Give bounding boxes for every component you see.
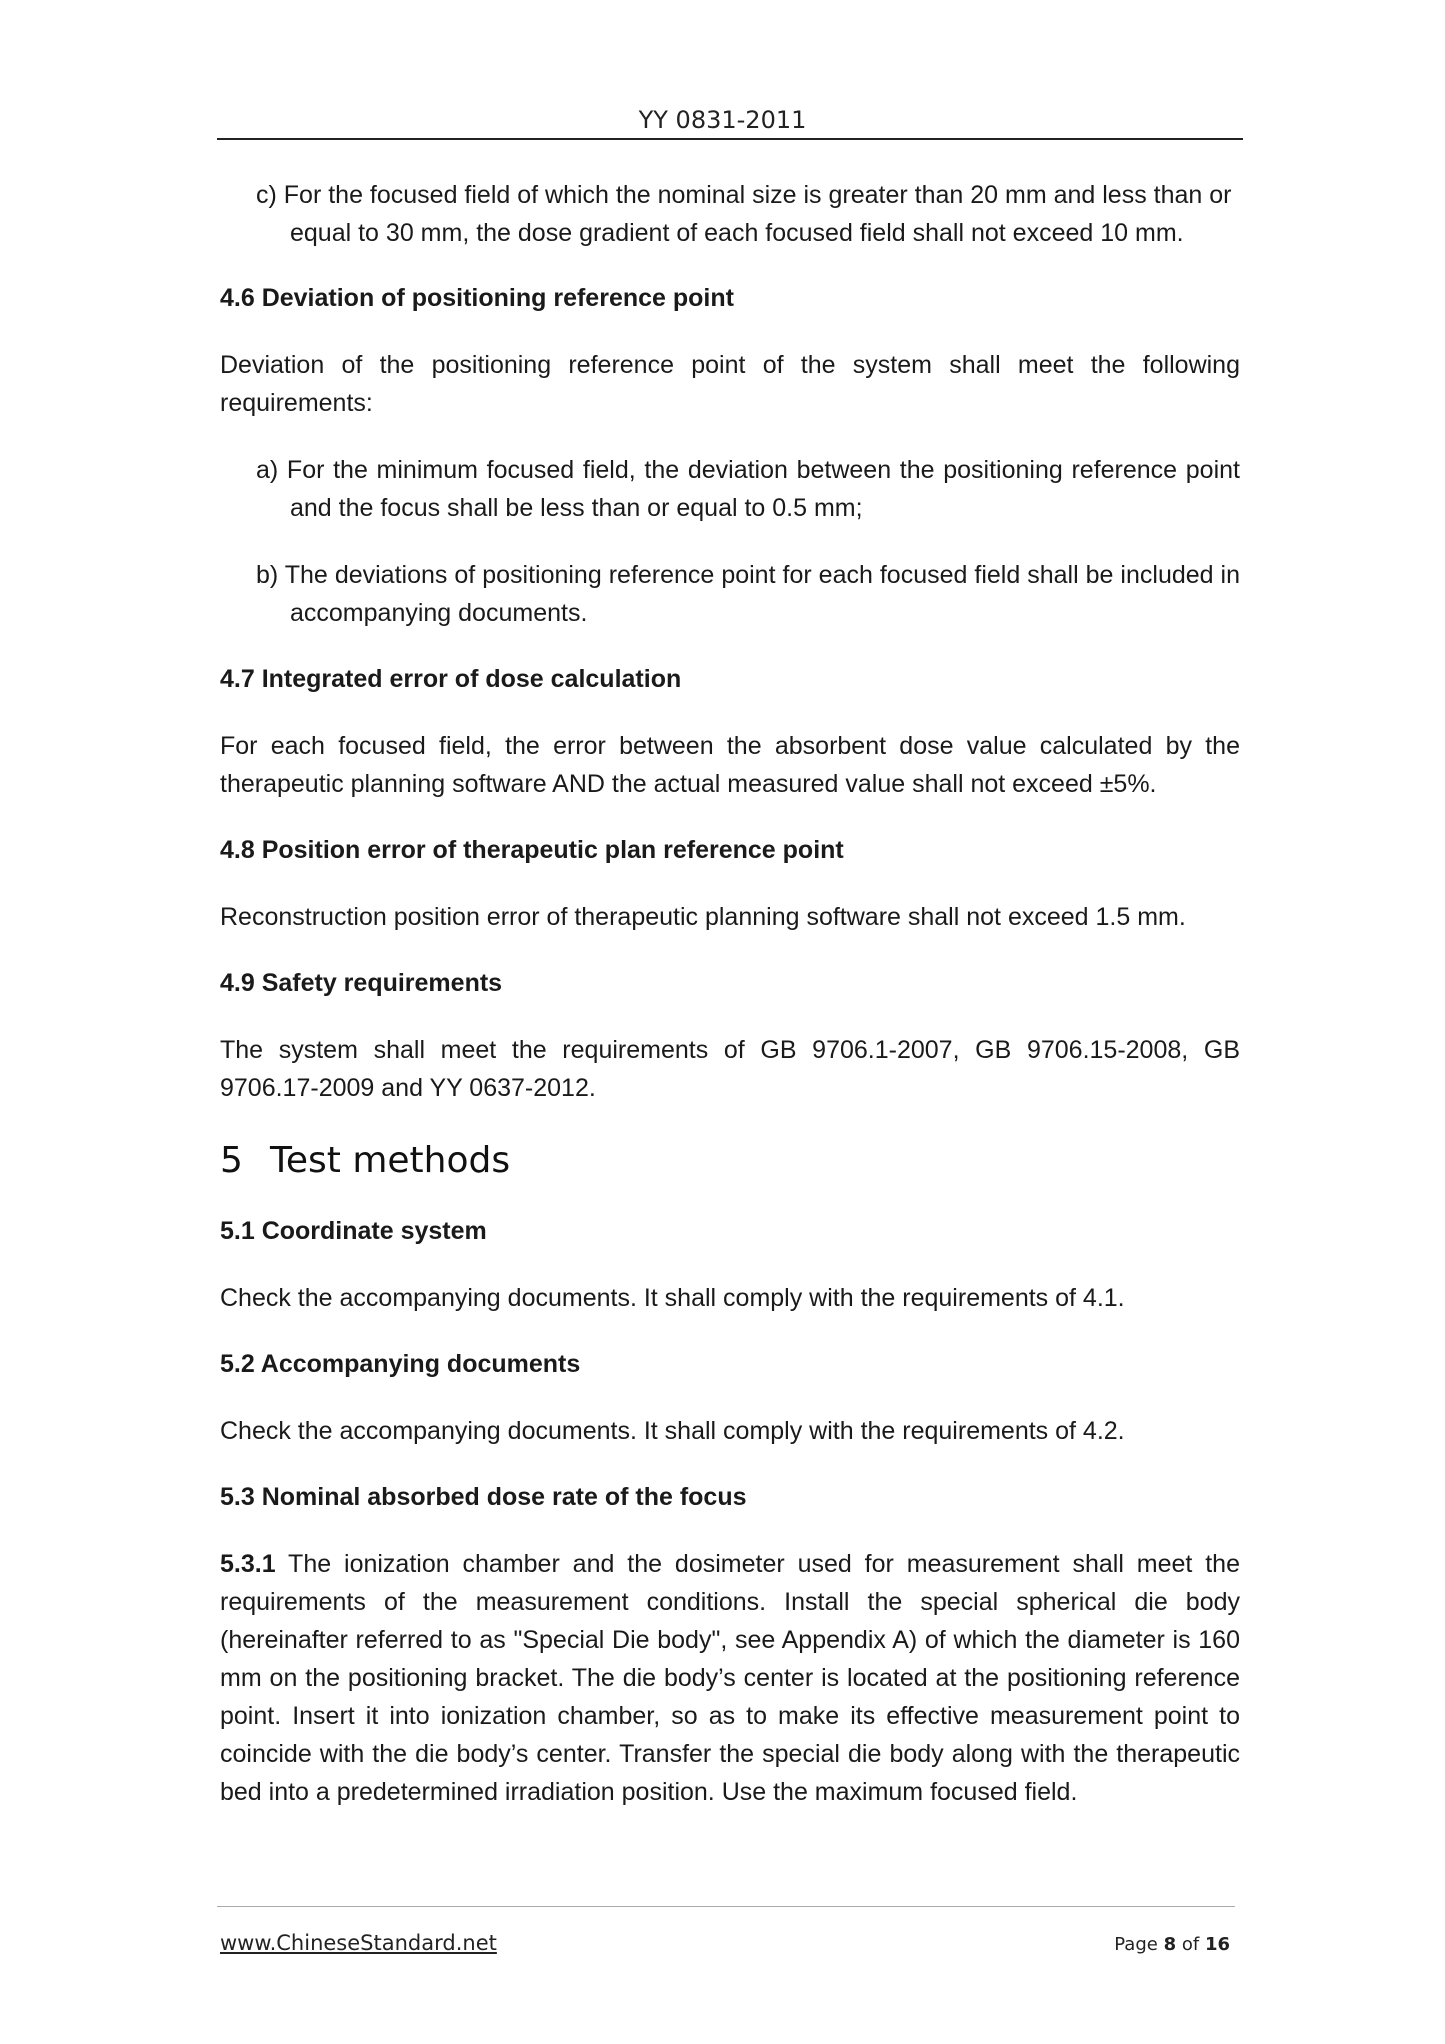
section-heading-5-3: 5.3 Nominal absorbed dose rate of the focus bbox=[220, 1483, 747, 1511]
page-content bbox=[220, 176, 1240, 1811]
chapter-heading-5 bbox=[220, 1137, 1240, 1185]
footer-divider bbox=[217, 1906, 1235, 1907]
section-heading-5-2: 5.2 Accompanying documents bbox=[220, 1350, 581, 1378]
paragraph-4-7: For each focused field, the error between the absorbent dose value calculated by the therapeutic planning software AND the actual measured value shall not exceed ±5%. bbox=[220, 732, 1240, 798]
list-item-a: a) For the minimum focused field, the deviation between the positioning reference point and the focus shall be less than or equal to 0.5 mm; bbox=[256, 456, 1240, 522]
clause-text: The ionization chamber and the dosimeter used for measurement shall meet the requirements of the measurement conditions. Install the special spherical die body (hereinafter referred to as "Special Die body", see Appendix A) of which the diameter is 160 mm on the positioning bracket. The die body’s center is located at the positioning reference point. Insert it into ionization chamber, so as to make its effective measurement point to coincide with the die body’s center. Transfer the special die body along with the therapeutic bed into a predetermined irradiation position. Use the maximum focused field. bbox=[220, 1550, 1240, 1806]
page-number bbox=[1114, 1934, 1230, 1955]
paragraph-4-6: Deviation of the positioning reference point of the system shall meet the following requirements: bbox=[220, 351, 1240, 417]
paragraph-5-1: Check the accompanying documents. It shall comply with the requirements of 4.1. bbox=[220, 1284, 1125, 1312]
clause-number: 5.3.1 bbox=[220, 1550, 276, 1578]
paragraph-5-3-1 bbox=[220, 1545, 1240, 1811]
page-of-label: of bbox=[1181, 1934, 1200, 1955]
page-label: Page bbox=[1114, 1934, 1158, 1955]
section-heading-4-6: 4.6 Deviation of positioning reference point bbox=[220, 284, 734, 312]
section-heading-4-7: 4.7 Integrated error of dose calculation bbox=[220, 665, 682, 693]
chapter-title: Test methods bbox=[270, 1140, 511, 1181]
standard-code: YY 0831-2011 bbox=[638, 106, 807, 134]
header-divider bbox=[217, 138, 1243, 140]
total-pages: 16 bbox=[1204, 1934, 1230, 1955]
list-item-c: c) For the focused field of which the nominal size is greater than 20 mm and less than or equal to 30 mm, the dose gradient of each focused field shall not exceed 10 mm. bbox=[256, 181, 1232, 247]
section-heading-4-9: 4.9 Safety requirements bbox=[220, 969, 503, 997]
paragraph-5-2: Check the accompanying documents. It shall comply with the requirements of 4.2. bbox=[220, 1417, 1125, 1445]
paragraph-4-9: The system shall meet the requirements of GB 9706.1-2007, GB 9706.15-2008, GB 9706.17-2009 and YY 0637-2012. bbox=[220, 1036, 1240, 1102]
paragraph-4-8: Reconstruction position error of therapeutic planning software shall not exceed 1.5 mm. bbox=[220, 903, 1186, 931]
chapter-number: 5 bbox=[220, 1140, 243, 1181]
section-heading-5-1: 5.1 Coordinate system bbox=[220, 1217, 487, 1245]
current-page: 8 bbox=[1163, 1934, 1177, 1955]
list-item-b: b) The deviations of positioning reference point for each focused field shall be included in accompanying documents. bbox=[256, 561, 1240, 627]
section-heading-4-8: 4.8 Position error of therapeutic plan reference point bbox=[220, 836, 844, 864]
website-link[interactable]: www.ChineseStandard.net bbox=[220, 1931, 497, 1955]
